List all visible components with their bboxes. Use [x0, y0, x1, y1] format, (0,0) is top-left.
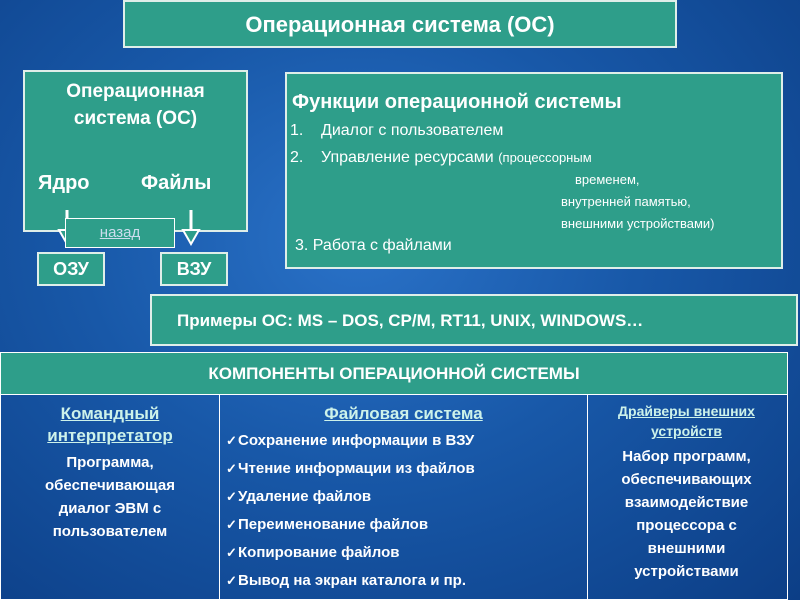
file-system-column	[219, 395, 588, 599]
files-label: Файлы	[141, 172, 212, 194]
list-item	[226, 511, 587, 539]
list-item-text: Удаление файлов	[238, 488, 372, 505]
device-drivers-text-line: внешними	[647, 540, 726, 557]
command-interpreter-text-line: диалог ЭВМ с	[58, 500, 162, 517]
os-box-title-line2: система (ОС)	[73, 108, 198, 129]
list-item	[226, 427, 587, 455]
check-icon: ✓	[226, 489, 237, 504]
command-interpreter-title-line2: интерпретатор	[47, 426, 173, 445]
device-drivers-title-line1: Драйверы внешних	[618, 403, 755, 419]
device-drivers-title	[586, 401, 787, 441]
list-item-text: Копирование файлов	[238, 544, 400, 561]
command-interpreter-text	[1, 451, 219, 543]
device-drivers-text-line: Набор программ,	[622, 448, 751, 465]
function-item-note: временем,	[575, 172, 640, 187]
device-drivers-text-line: взаимодействие	[624, 494, 749, 511]
list-item-text: Вывод на экран каталога и пр.	[238, 572, 466, 589]
page-title: Операционная система (ОС)	[123, 0, 677, 48]
device-drivers-text-line: устройствами	[634, 563, 739, 580]
list-item-text: Переименование файлов	[238, 516, 429, 533]
function-item-note: внешними устройствами)	[561, 216, 715, 231]
os-examples: Примеры ОС: MS – DOS, CP/M, RT11, UNIX, WINDOWS…	[150, 294, 798, 346]
function-item-note: внутренней памятью,	[561, 194, 691, 209]
command-interpreter-title-line1: Командный	[60, 404, 160, 423]
function-item	[290, 149, 592, 167]
rom-box: ВЗУ	[160, 252, 228, 286]
check-icon: ✓	[226, 461, 237, 476]
components-header: КОМПОНЕНТЫ ОПЕРАЦИОННОЙ СИСТЕМЫ	[1, 353, 787, 395]
check-icon: ✓	[226, 517, 237, 532]
arrow-down-icon	[181, 210, 201, 246]
function-item	[290, 122, 503, 140]
file-system-title: Файловая система	[324, 404, 483, 423]
components-table	[0, 352, 788, 600]
command-interpreter-text-line: обеспечивающая	[45, 477, 175, 494]
device-drivers-column	[586, 395, 787, 599]
device-drivers-text-line: обеспечивающих	[621, 471, 752, 488]
list-item-text: Сохранение информации в ВЗУ	[238, 432, 475, 449]
list-item	[226, 567, 587, 595]
list-item	[226, 483, 587, 511]
functions-box	[285, 72, 783, 269]
function-item-number: 2.	[290, 149, 304, 166]
device-drivers-title-line2: устройств	[650, 423, 723, 439]
command-interpreter-column	[1, 395, 219, 599]
command-interpreter-title	[1, 403, 219, 447]
device-drivers-text-line: процессора с	[636, 517, 737, 534]
check-icon: ✓	[226, 573, 237, 588]
function-item-text: Управление ресурсами	[321, 149, 494, 166]
function-item-note: (процессорным	[498, 150, 592, 165]
function-item-number: 1.	[290, 122, 304, 139]
ram-box: ОЗУ	[37, 252, 105, 286]
function-item: 3. Работа с файлами	[295, 237, 452, 254]
device-drivers-text	[586, 445, 787, 583]
check-icon: ✓	[226, 545, 237, 560]
list-item-text: Чтение информации из файлов	[238, 460, 475, 477]
file-system-list	[220, 427, 587, 595]
list-item	[226, 539, 587, 567]
function-item-text: Диалог с пользователем	[321, 122, 504, 139]
command-interpreter-text-line: Программа,	[66, 454, 154, 471]
os-box-title-line1: Операционная	[66, 81, 205, 102]
os-box-title	[25, 78, 246, 132]
command-interpreter-text-line: пользователем	[52, 523, 168, 540]
kernel-label: Ядро	[38, 172, 90, 194]
back-button[interactable]: назад	[65, 218, 175, 248]
os-box	[23, 70, 248, 232]
functions-title: Функции операционной системы	[292, 91, 622, 113]
check-icon: ✓	[226, 433, 237, 448]
list-item	[226, 455, 587, 483]
